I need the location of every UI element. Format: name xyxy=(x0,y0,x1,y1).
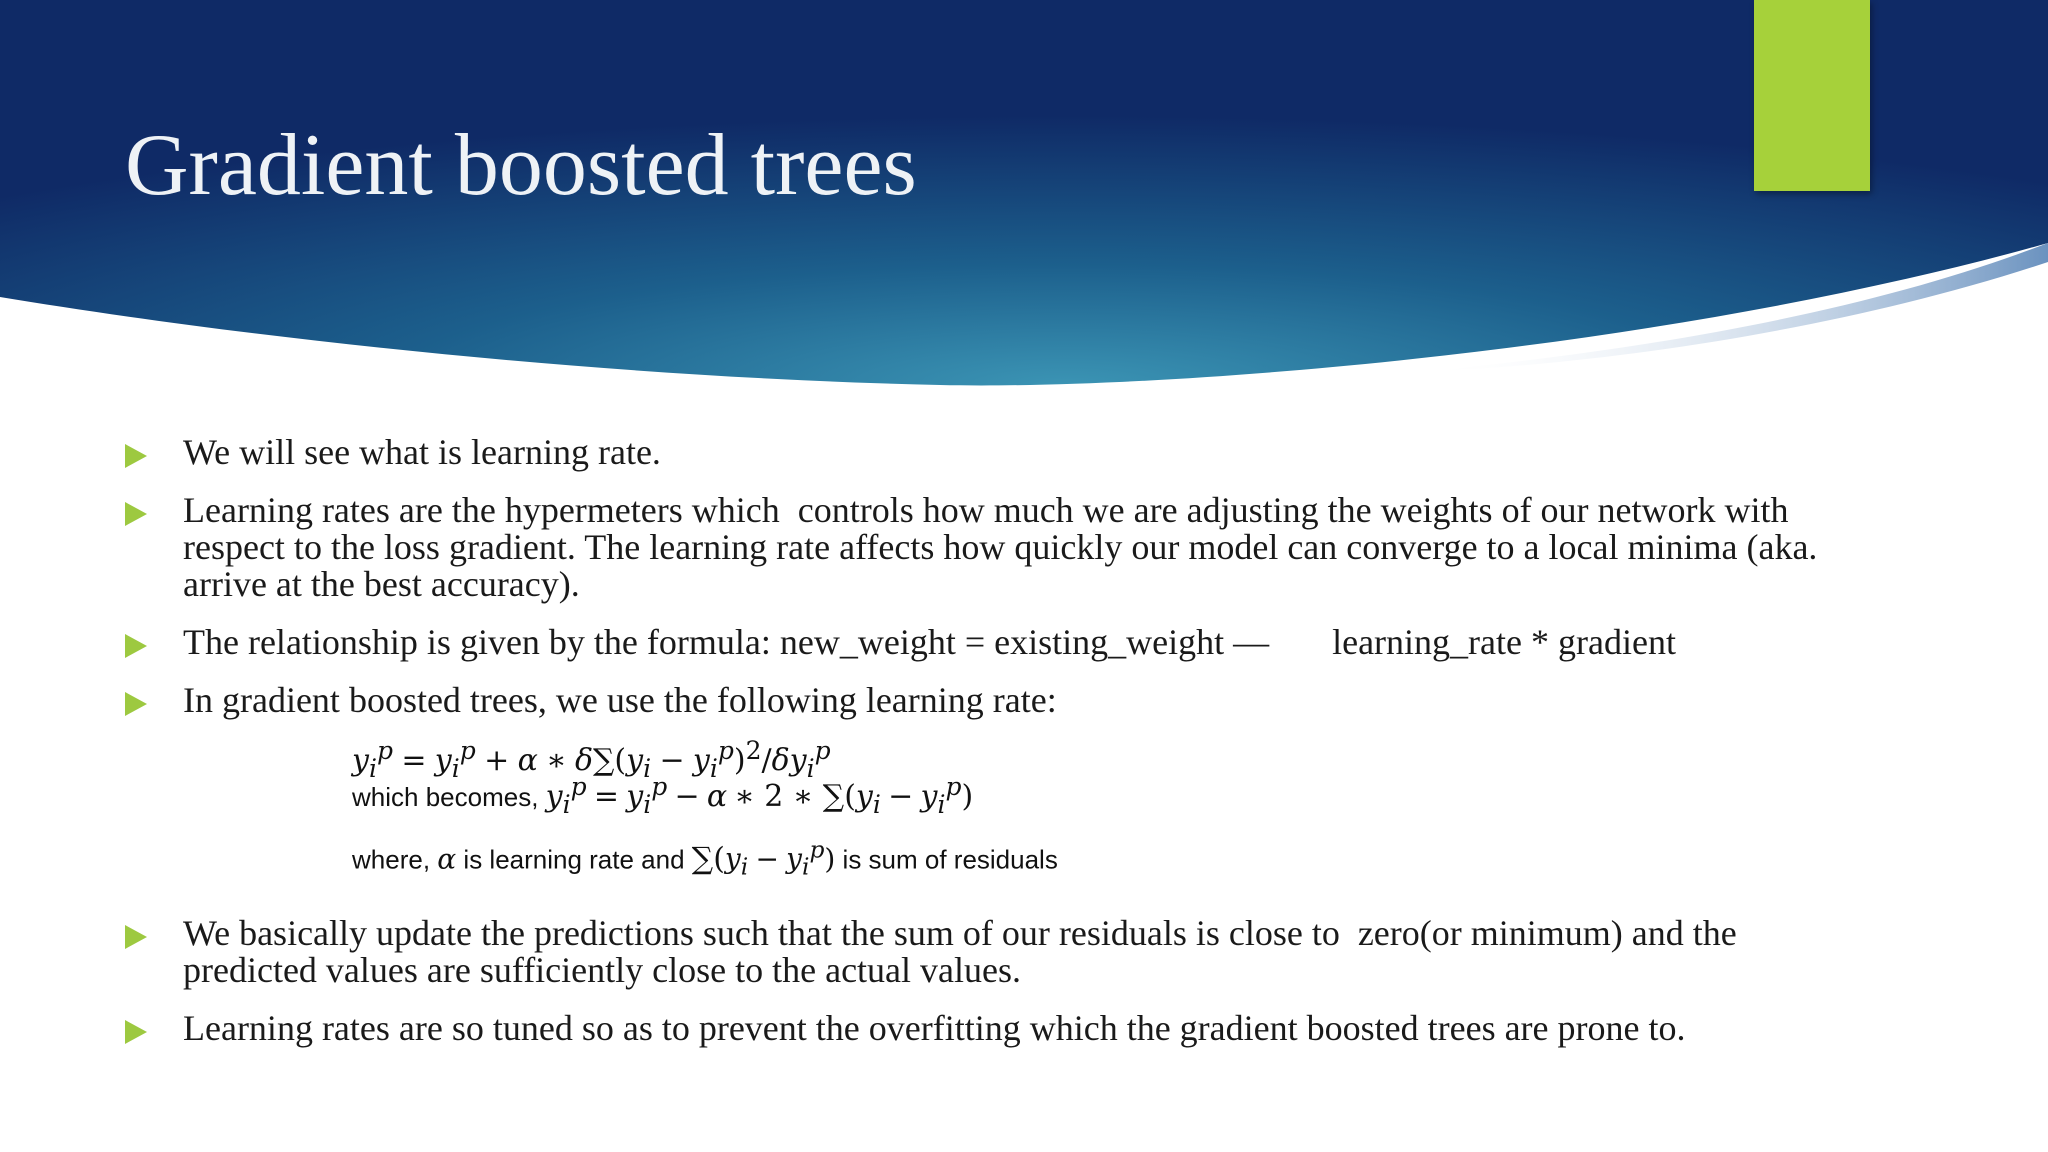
triangle-bullet-icon xyxy=(125,502,147,526)
formula-line-becomes: which becomes, $y_i^p = y_i^p - \alpha$ ∗ 2 ∗ $\sum(y_i - y_i^p)$ xyxy=(352,772,974,819)
slide-title: Gradient boosted trees xyxy=(125,117,917,214)
bullet-text: We will see what is learning rate. xyxy=(183,432,661,472)
bullet-text: In gradient boosted trees, we use the following learning rate: xyxy=(183,680,1057,720)
triangle-bullet-icon xyxy=(125,444,147,468)
bullet-text: Learning rates are the hypermeters which controls how much we are adjusting the weights of our network with respect to the loss gradient. The learning rate affects how quickly our model can converge to a local minima (aka. arrive at the best accuracy). xyxy=(183,490,1818,604)
triangle-bullet-icon xyxy=(125,634,147,658)
formula-line-update: $y_i^p = y_i^p + \alpha$ ∗ $\delta\sum(y_i - y_i^p)^2/\delta y_i^p$ xyxy=(352,736,831,783)
triangle-bullet-icon xyxy=(125,1020,147,1044)
learning-rate-formula xyxy=(352,736,1312,882)
formula-line-where: where, α is learning rate and $\sum(y_i - y_i^p)$ is sum of residuals xyxy=(352,836,1058,881)
bullet-text: Learning rates are so tuned so as to prevent the overfitting which the gradient boosted trees are prone to. xyxy=(183,1008,1686,1048)
triangle-bullet-icon xyxy=(125,925,147,949)
bullet-text: We basically update the predictions such that the sum of our residuals is close to zero(or minimum) and the predicted values are sufficiently close to the actual values. xyxy=(183,913,1737,990)
triangle-bullet-icon xyxy=(125,692,147,716)
bullet-text: The relationship is given by the formula: new_weight = existing_weight — learning_rate * gradient xyxy=(183,622,1676,662)
